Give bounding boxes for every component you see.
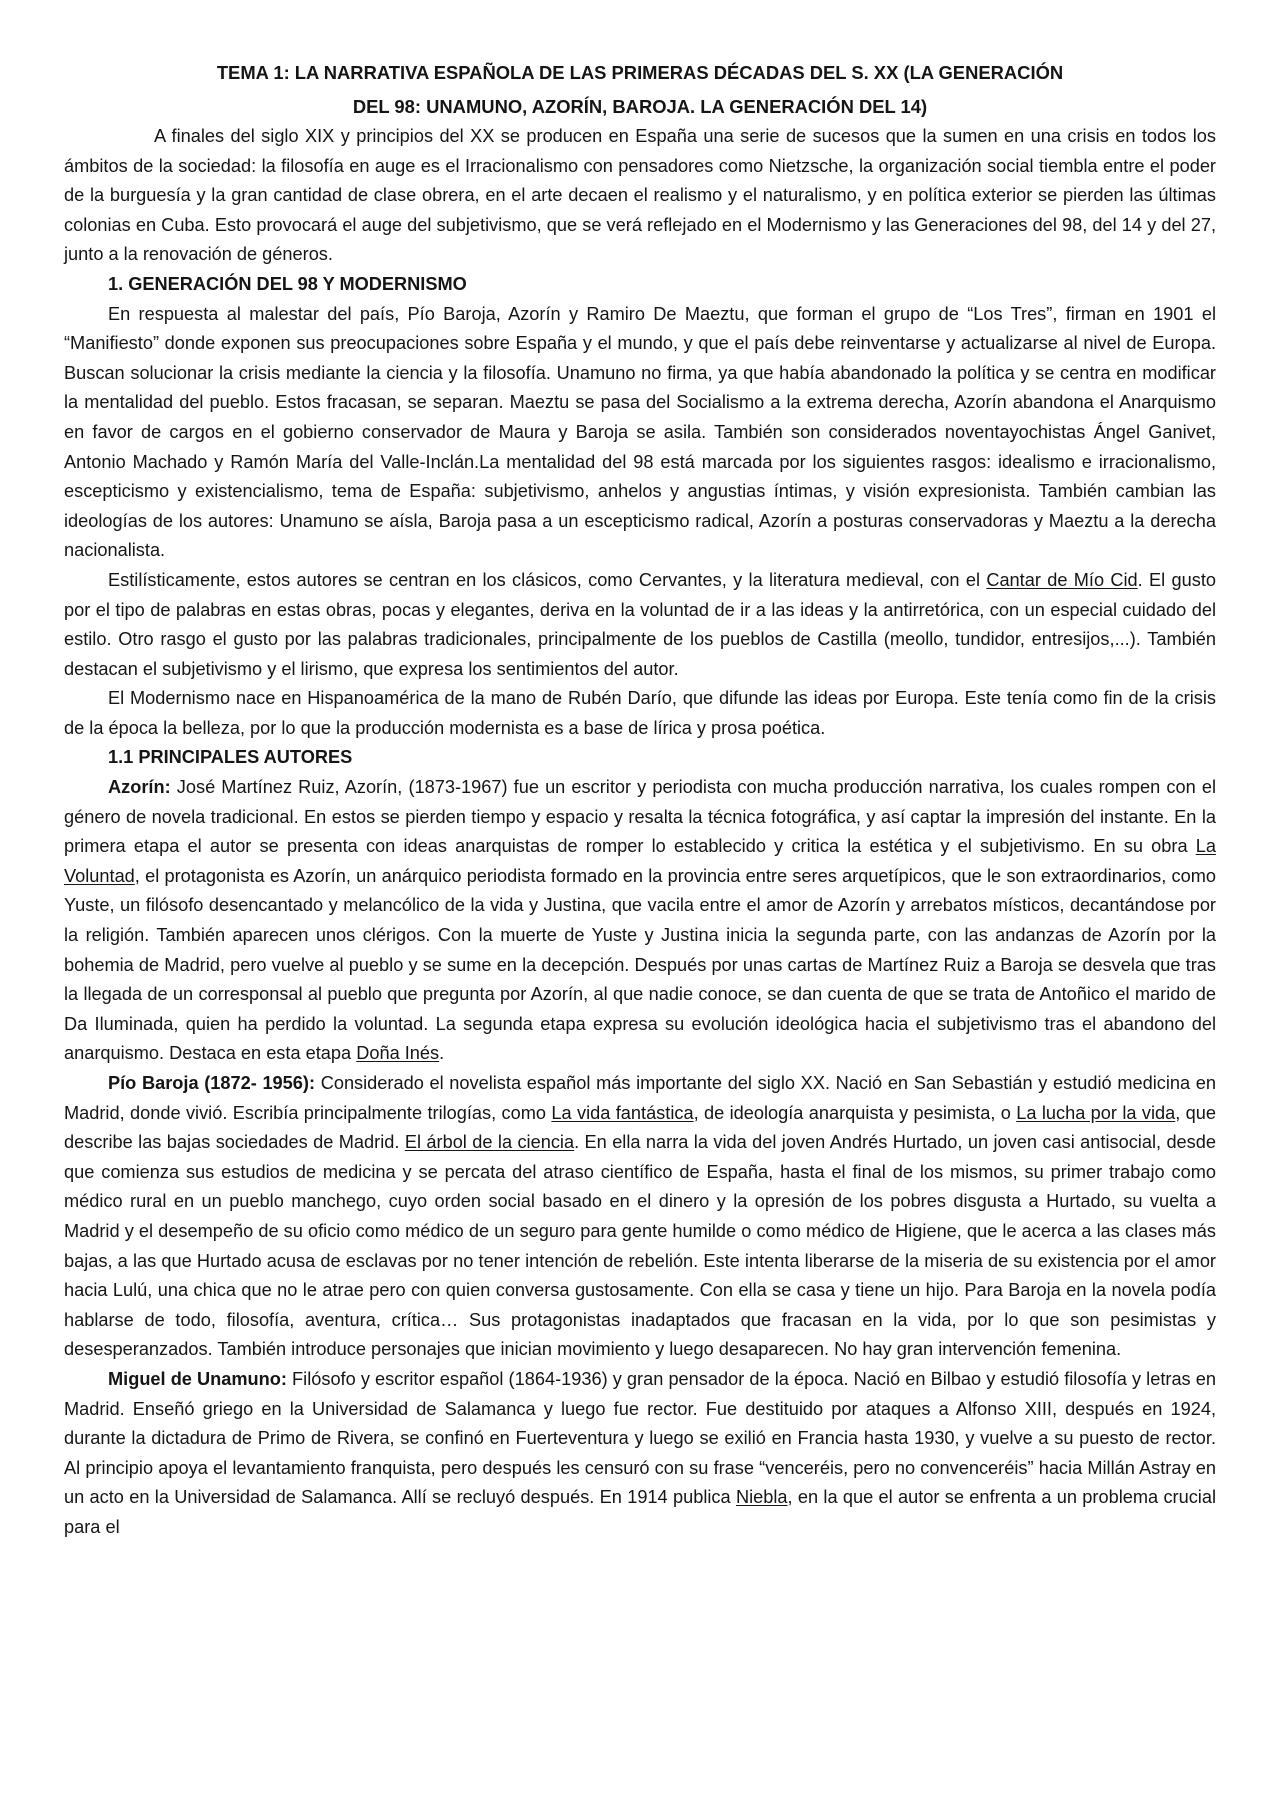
title-line-2: DEL 98: UNAMUNO, AZORÍN, BAROJA. LA GENERACIÓN DEL 14) <box>352 96 928 117</box>
text-run: , el protagonista es Azorín, un anárquico periodista formado en la provincia entre seres arquetípicos, que le son extraordinarios, como Yuste, un filósofo desencantado y melancólico de la vida y Justina, que vacila entre el amor de Azorín y arrebatos místicos, decantándose por la religión. También aparecen unos clérigos. Con la muerte de Yuste y Justina inicia la segunda parte, con las andanzas de Azorín por la bohemia de Madrid, pero vuelve al pueblo y se sume en la decepción. Después por unas cartas de Martínez Ruiz a Baroja se desvela que tras la llegada de un corresponsal al pueblo que pregunta por Azorín, al que nadie conoce, se dan cuenta de que se trata de Antoñico el marido de Da Iluminada, quien ha perdido la voluntad. La segunda etapa expresa su evolución ideológica hacia el subjetivismo tras el abandono del anarquismo. Destaca en esta etapa <box>64 865 1216 1064</box>
document-title <box>64 56 1216 124</box>
paragraph-manifiesto: En respuesta al malestar del país, Pío Baroja, Azorín y Ramiro De Maeztu, que forman el grupo de “Los Tres”, firman en 1901 el “Manifiesto” donde exponen sus preocupaciones sobre España y el mundo, y que el país debe reinventarse y actualizarse al nivel de Europa. Buscan solucionar la crisis mediante la ciencia y la filosofía. Unamuno no firma, ya que había abandonado la política y se centra en modificar la mentalidad del pueblo. Estos fracasan, se separan. Maeztu se pasa del Socialismo a la extrema derecha, Azorín abandona el Anarquismo en favor de cargos en el gobierno conservador de Maura y Baroja se asila. También son considerados noventayochistas Ángel Ganivet, Antonio Machado y Ramón María del Valle-Inclán.La mentalidad del 98 está marcada por los siguientes rasgos: idealismo e irracionalismo, escepticismo y existencialismo, tema de España: subjetivismo, anhelos y angustias íntimas, y visión expresionista. También cambian las ideologías de los autores: Unamuno se aísla, Baroja pasa a un escepticismo radical, Azorín a posturas conservadoras y Maeztu a la derecha nacionalista. <box>64 303 1216 561</box>
text-run: Filósofo y escritor español (1864-1936) y gran pensador de la época. Nació en Bilbao y estudió filosofía y letras en Madrid. Enseñó griego en la Universidad de Salamanca y luego fue rector. Fue destituido por ataques a Alfonso XIII, después en 1924, durante la dictadura de Primo de Rivera, se confinó en Fuerteventura y luego se exilió en Francia hasta 1930, y vuelve a su puesto de rector. Al principio apoya el levantamiento franquista, pero después les censuró con su frase “venceréis, pero no convenceréis” hacia Millán Astray en un acto en la Universidad de Salamanca. Allí se recluyó después. En 1914 publica <box>64 1368 1216 1508</box>
author-name-unamuno: Miguel de Unamuno: <box>108 1368 287 1389</box>
work-title-la-voluntad: La Voluntad <box>64 836 1216 886</box>
text-run: Considerado el novelista español más importante del siglo XX. Nació en San Sebastián y estudió medicina en Madrid, donde vivió. Escribía principalmente trilogías, como <box>64 1073 1216 1123</box>
author-name-azorin: Azorín: <box>108 777 171 798</box>
work-title-la-vida-fantastica: La vida fantástica <box>551 1102 694 1123</box>
section-heading-principales-autores: 1.1 PRINCIPALES AUTORES <box>108 747 353 768</box>
text-run: . El gusto por el tipo de palabras en estas obras, pocas y elegantes, deriva en la voluntad de ir a las ideas y la antirretórica, con un especial cuidado del estilo. Otro rasgo el gusto por las palabras tradicionales, principalmente de los pueblos de Castilla (meollo, tundidor, entresijos,...). También destacan el subjetivismo y el lirismo, que expresa los sentimientos del autor. <box>64 569 1217 679</box>
document-page <box>64 56 1216 1543</box>
text-run: , en la que el autor se enfrenta a un problema crucial para el <box>64 1487 1216 1537</box>
section-heading-generacion-98: 1. GENERACIÓN DEL 98 Y MODERNISMO <box>108 273 467 294</box>
intro-paragraph: A finales del siglo XIX y principios del XX se producen en España una serie de sucesos que la sumen en una crisis en todos los ámbitos de la sociedad: la filosofía en auge es el Irracionalismo con pensadores como Nietzsche, la organización social tiembla entre el poder de la burguesía y la gran cantidad de clase obrera, en el arte decaen el realismo y el naturalismo, y en política exterior se pierden las últimas colonias en Cuba. Esto provocará el auge del subjetivismo, que se verá reflejado en el Modernismo y las Generaciones del 98, del 14 y del 27, junto a la renovación de géneros. <box>64 126 1216 265</box>
text-run: . En ella narra la vida del joven Andrés Hurtado, un joven casi antisocial, desde que comienza sus estudios de medicina y se percata del atraso científico de España, hasta el final de los mismos, su primer trabajo como médico rural en un pueblo manchego, cuyo orden social basado en el dinero y la opresión de los pobres disgusta a Hurtado, su vuelta a Madrid y el desempeño de su oficio como médico de un seguro para gente humilde o como médico de Higiene, que le acerca a las clases más bajas, a las que Hurtado acusa de esclavas por no tener intención de rebelión. Este intenta liberarse de la miseria de su existencia por el amor hacia Lulú, una chica que no le atrae pero con quien conversa gustosamente. Con ella se casa y tiene un hijo. Para Baroja en la novela podía hablarse de todo, filosofía, aventura, crítica… Sus protagonistas inadaptados que fracasan en la vida, por lo que son pesimistas y desesperanzados. También introduce personajes que inician movimiento y luego desaparecen. No hay gran intervención femenina. <box>64 1132 1216 1360</box>
author-name-baroja: Pío Baroja (1872- 1956): <box>108 1073 316 1093</box>
work-title-niebla: Niebla <box>735 1487 788 1508</box>
paragraph-azorin <box>64 773 1216 1069</box>
text-run: Estilísticamente, estos autores se centran en los clásicos, como Cervantes, y la literatura medieval, con el <box>108 569 987 590</box>
paragraph-baroja <box>64 1069 1216 1365</box>
work-title-cantar-mio-cid: Cantar de Mío Cid <box>986 569 1138 590</box>
text-run: José Martínez Ruiz, Azorín, (1873-1967) fue un escritor y periodista con mucha producción narrativa, los cuales rompen con el género de novela tradicional. En estos se pierden tiempo y espacio y resalta la técnica fotográfica, y así captar la impresión del instante. En la primera etapa el autor se presenta con ideas anarquistas de romper lo establecido y critica la estética y el subjetivismo. En su obra <box>64 777 1216 857</box>
text-run: , que describe las bajas sociedades de Madrid. <box>64 1102 1216 1153</box>
text-run: , de ideología anarquista y pesimista, o <box>693 1102 1017 1123</box>
work-title-la-lucha-por-la-vida: La lucha por la vida <box>1016 1102 1176 1123</box>
text-run: . <box>439 1043 445 1064</box>
paragraph-modernismo: El Modernismo nace en Hispanoamérica de la mano de Rubén Darío, que difunde las ideas por Europa. Este tenía como fin de la crisis de la época la belleza, por lo que la producción modernista es a base de lírica y prosa poética. <box>64 688 1216 738</box>
paragraph-unamuno <box>64 1365 1216 1543</box>
title-line-1: TEMA 1: LA NARRATIVA ESPAÑOLA DE LAS PRIMERAS DÉCADAS DEL S. XX (LA GENERACIÓN <box>216 62 1064 83</box>
paragraph-estilo <box>64 566 1216 684</box>
work-title-el-arbol-de-la-ciencia: El árbol de la ciencia <box>404 1132 575 1153</box>
work-title-dona-ines: Doña Inés <box>356 1043 440 1064</box>
